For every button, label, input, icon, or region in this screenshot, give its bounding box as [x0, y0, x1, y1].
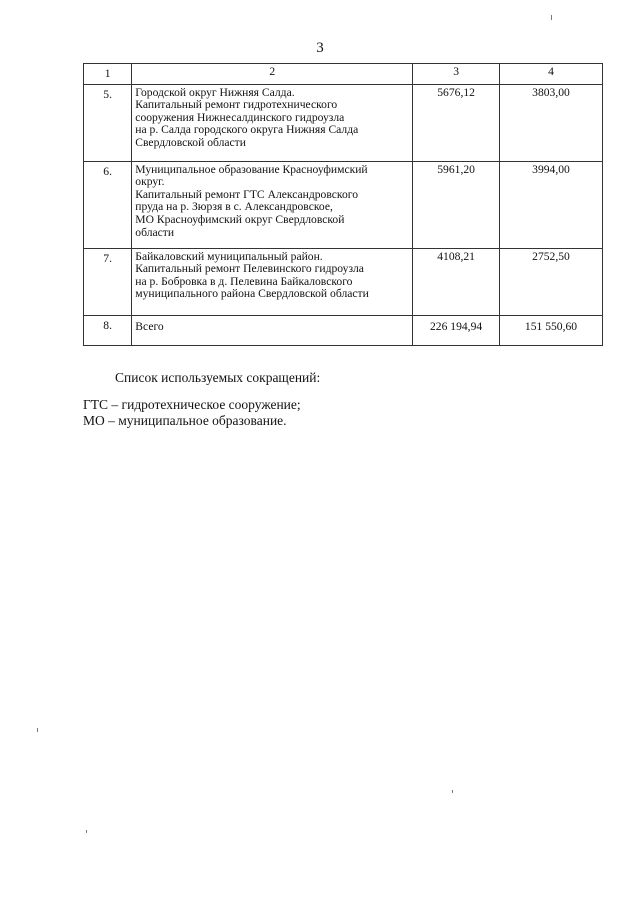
description-line: пруда на р. Зюрзя в с. Александровское,	[135, 200, 333, 214]
row-description	[132, 248, 413, 315]
description-line: на р. Салда городского округа Нижняя Салда	[135, 123, 359, 137]
description-line: Капитальный ремонт гидротехнического	[135, 98, 338, 112]
abbreviations-title: Список используемых сокращений:	[115, 370, 321, 385]
description-line: области	[135, 225, 175, 239]
description-line: МО Красноуфимский округ Свердловской	[135, 212, 345, 226]
description-line: Байкаловский муниципальный район.	[135, 249, 323, 263]
header-cell-3: 3	[413, 64, 500, 85]
description-line: на р. Бобровка в д. Пелевина Байкаловского	[135, 274, 353, 288]
abbreviation-item: МО – муниципальное образование.	[83, 413, 287, 428]
description-line: Капитальный ремонт Пелевинского гидроузла	[135, 262, 364, 276]
row-number: 5.	[84, 84, 132, 161]
abbreviation-item: ГТС – гидротехническое сооружение;	[83, 397, 301, 412]
row-value-col3: 5961,20	[413, 161, 500, 248]
row-value-col4: 3994,00	[500, 161, 603, 248]
scan-speck	[452, 790, 453, 793]
row-description	[132, 315, 413, 345]
page-number: 3	[316, 40, 324, 56]
row-value-col3: 5676,12	[413, 84, 500, 161]
table-row	[84, 248, 603, 315]
description-line: округ.	[135, 175, 165, 189]
row-number: 8.	[84, 315, 132, 345]
description-line: Капитальный ремонт ГТС Александровского	[135, 187, 359, 201]
scan-speck	[86, 830, 87, 833]
header-cell-4: 4	[500, 64, 603, 85]
description-line: Городской округ Нижняя Салда.	[135, 85, 295, 99]
table-total-row	[84, 315, 603, 345]
funding-table	[83, 63, 603, 346]
scan-speck	[551, 15, 552, 20]
row-number: 6.	[84, 161, 132, 248]
table-header-row	[84, 64, 603, 85]
description-line: Свердловской области	[135, 135, 246, 149]
total-value-col3: 226 194,94	[413, 315, 500, 345]
row-description	[132, 84, 413, 161]
header-cell-2: 2	[132, 64, 413, 85]
total-value-col4: 151 550,60	[500, 315, 603, 345]
row-number: 7.	[84, 248, 132, 315]
table-row	[84, 161, 603, 248]
description-line: Муниципальное образование Красноуфимский	[135, 162, 368, 176]
description-line: сооружения Нижнесалдинского гидроузла	[135, 110, 345, 124]
scan-speck	[37, 728, 38, 732]
row-value-col4: 3803,00	[500, 84, 603, 161]
row-description	[132, 161, 413, 248]
table-row	[84, 84, 603, 161]
row-value-col3: 4108,21	[413, 248, 500, 315]
description-line: муниципального района Свердловской области	[135, 287, 369, 301]
total-label: Всего	[135, 319, 164, 333]
header-cell-1: 1	[84, 64, 132, 85]
row-value-col4: 2752,50	[500, 248, 603, 315]
